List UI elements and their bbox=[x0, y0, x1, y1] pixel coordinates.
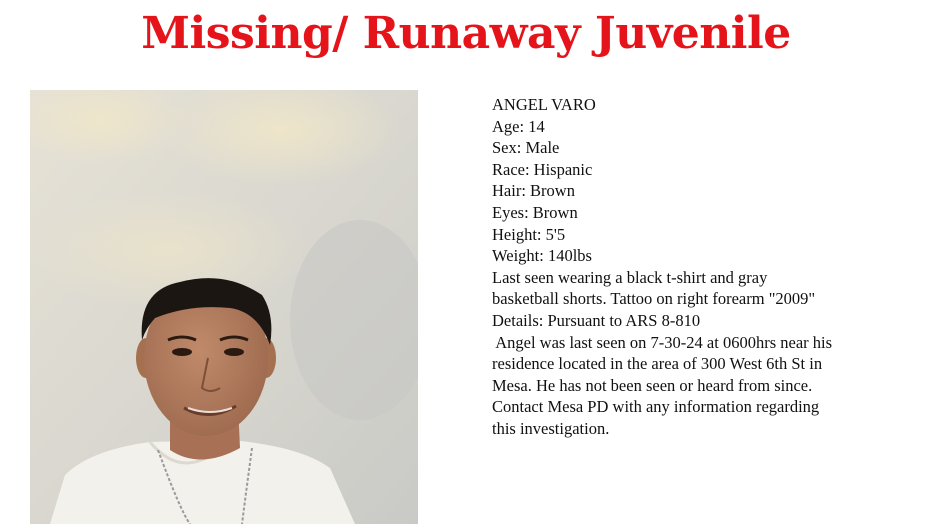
height-field: Height: 5'5 bbox=[492, 224, 566, 244]
details-statute bbox=[492, 310, 922, 332]
person-name: ANGEL VARO bbox=[492, 95, 596, 114]
eyes-field: Eyes: Brown bbox=[492, 202, 578, 222]
narrative-line: residence located in the area of 300 West 6th St in bbox=[492, 354, 823, 374]
details-line: Details: Pursuant to ARS 8-810 bbox=[492, 310, 701, 330]
poster-title: Missing/ Runaway Juvenile bbox=[141, 8, 791, 59]
hair-field: Hair: Brown bbox=[492, 181, 575, 201]
narrative-line: Mesa. He has not been seen or heard from since. bbox=[492, 375, 813, 395]
narrative-line: Angel was last seen on 7-30-24 at 0600hrs near his bbox=[492, 332, 833, 352]
person-photo bbox=[30, 90, 418, 524]
last-seen-clothing bbox=[492, 267, 922, 310]
age-field: Age: 14 bbox=[492, 116, 545, 136]
case-narrative bbox=[492, 332, 922, 440]
last-seen-line: Last seen wearing a black t-shirt and gray bbox=[492, 267, 768, 287]
narrative-line: Contact Mesa PD with any information regarding bbox=[492, 397, 820, 417]
weight-field: Weight: 140lbs bbox=[492, 246, 592, 266]
physical-description bbox=[492, 116, 922, 267]
sex-field: Sex: Male bbox=[492, 138, 560, 158]
race-field: Race: Hispanic bbox=[492, 159, 593, 179]
person-details bbox=[492, 94, 922, 440]
last-seen-line: basketball shorts. Tattoo on right forearm "2009" bbox=[492, 289, 816, 309]
narrative-line: this investigation. bbox=[492, 418, 610, 438]
